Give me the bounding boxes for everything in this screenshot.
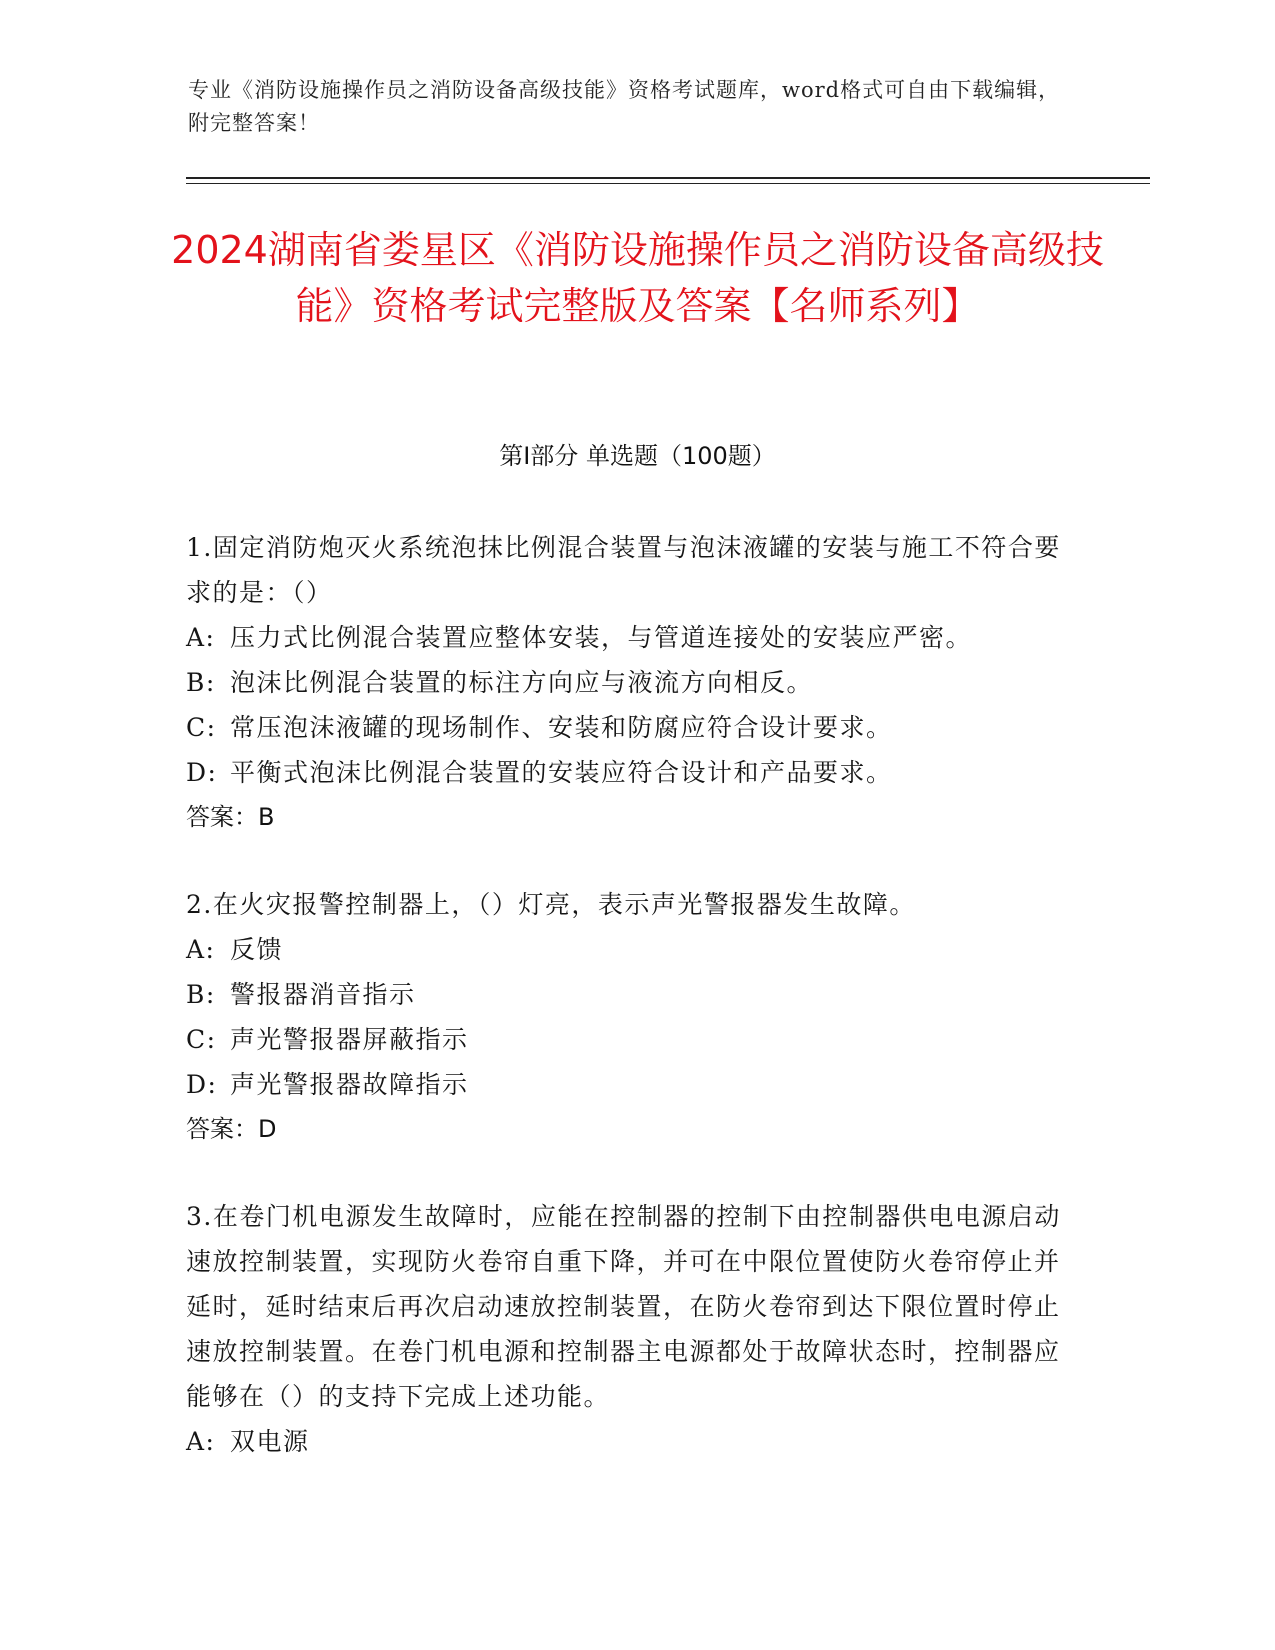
document-title: 2024湖南省娄星区《消防设施操作员之消防设备高级技能》资格考试完整版及答案【名师系列】 [171,228,1104,328]
answer-line: 答案：D [186,1115,277,1143]
option-letter: C: [186,1025,217,1054]
header-rule-thin [186,183,1150,184]
option-text: 警报器消音指示 [230,980,416,1009]
option-d [186,750,1066,795]
option-text: 双电源 [230,1427,310,1456]
option-b [186,972,1066,1017]
question-3 [186,1194,1066,1464]
question-text: 3.在卷门机电源发生故障时，应能在控制器的控制下由控制器供电电源启动速放控制装置，实现防火卷帘自重下降，并可在中限位置使防火卷帘停止并延时，延时结束后再次启动速放控制装置，在防火卷帘到达下限位置时停止速放控制装置。在卷门机电源和控制器主电源都处于故障状态时，控制器应能够在（）的支持下完成上述功能。 [186,1202,1061,1411]
option-b [186,660,1066,705]
question-1 [186,525,1066,840]
header-rule-thick [186,177,1150,179]
option-a [186,615,1066,660]
section-heading: 第I部分 单选题（100题） [499,442,776,470]
question-text: 2.在火灾报警控制器上，（）灯亮，表示声光警报器发生故障。 [186,890,916,919]
option-d [186,1062,1066,1107]
option-letter: A: [186,935,216,964]
option-letter: D: [186,758,218,787]
option-text: 压力式比例混合装置应整体安装，与管道连接处的安装应严密。 [230,623,973,652]
option-letter: B: [186,980,216,1009]
answer-line: 答案：B [186,803,275,831]
option-text: 声光警报器屏蔽指示 [230,1025,469,1054]
option-c [186,1017,1066,1062]
option-text: 平衡式泡沫比例混合装置的安装应符合设计和产品要求。 [230,758,893,787]
option-letter: B: [186,668,216,697]
option-a [186,1419,1066,1464]
option-letter: A: [186,1427,216,1456]
option-c [186,705,1066,750]
question-list [186,525,1066,1506]
option-text: 声光警报器故障指示 [230,1070,469,1099]
option-text: 常压泡沫液罐的现场制作、安装和防腐应符合设计要求。 [230,713,893,742]
question-text: 1.固定消防炮灭火系统泡抹比例混合装置与泡沫液罐的安装与施工不符合要求的是：（） [186,533,1061,607]
option-letter: C: [186,713,217,742]
option-letter: A: [186,623,216,652]
option-text: 反馈 [230,935,284,964]
option-a [186,927,1066,972]
header-note: 专业《消防设施操作员之消防设备高级技能》资格考试题库，word格式可自由下载编辑，附完整答案！ [188,78,1061,135]
option-text: 泡沫比例混合装置的标注方向应与液流方向相反。 [230,668,814,697]
option-letter: D: [186,1070,218,1099]
question-2 [186,882,1066,1152]
